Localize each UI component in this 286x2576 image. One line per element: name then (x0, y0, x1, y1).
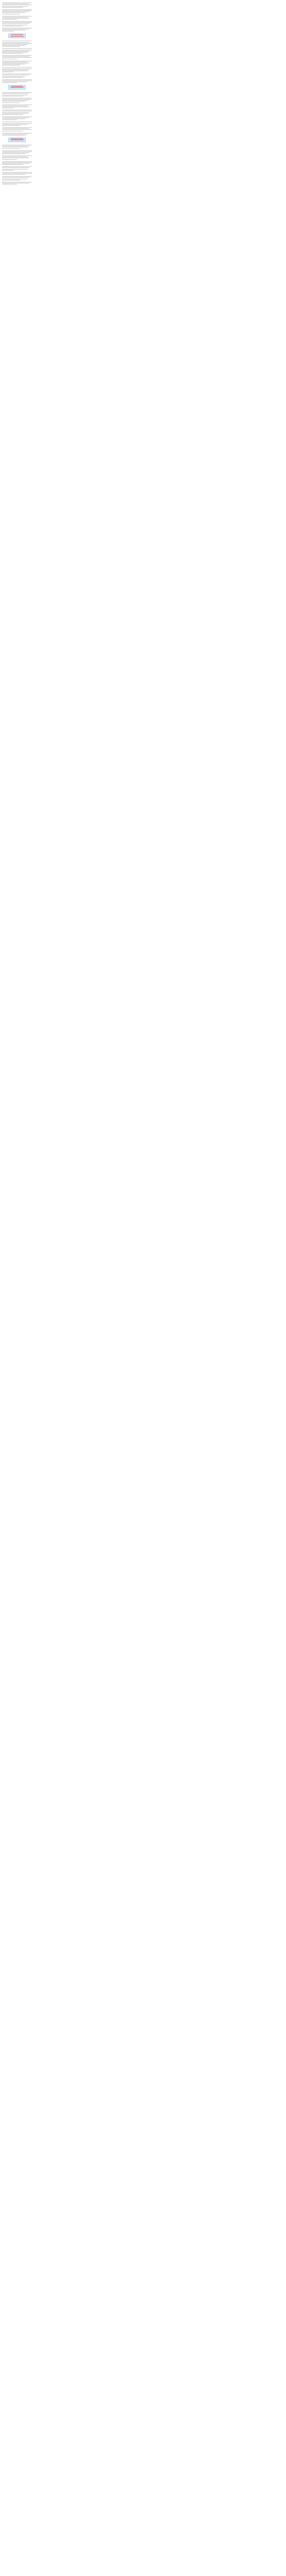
text-line (2, 163, 29, 164)
text-line (2, 52, 28, 53)
text-line (2, 56, 29, 57)
text-line (2, 166, 32, 167)
text-line (2, 12, 25, 13)
text-line (2, 53, 23, 54)
paragraph-block (2, 127, 32, 131)
paragraph-block (2, 166, 32, 171)
paragraph-block (2, 41, 32, 47)
paragraph-block (2, 48, 32, 54)
paragraph-block (2, 79, 32, 83)
text-line (2, 6, 28, 7)
text-line (2, 170, 14, 171)
text-line (2, 125, 20, 126)
section-1 (2, 33, 32, 83)
text-line (2, 93, 29, 94)
text-line (2, 169, 28, 170)
text-line (2, 152, 29, 153)
text-line (2, 79, 32, 80)
text-line (2, 159, 17, 160)
text-line (2, 82, 17, 83)
text-line (2, 176, 32, 177)
section-2 (2, 85, 32, 135)
paragraph-block (2, 61, 32, 66)
section-3-label (8, 138, 26, 142)
text-line (2, 124, 28, 125)
section-3 (2, 138, 32, 184)
paragraph-block (2, 16, 32, 20)
paragraph-block (2, 110, 32, 115)
text-line (2, 22, 32, 23)
paragraph-block (2, 21, 32, 26)
paragraph-block (2, 67, 32, 72)
paragraph-block (2, 176, 32, 180)
paragraph-block (2, 105, 32, 109)
text-line (2, 9, 32, 10)
text-line (2, 150, 32, 151)
label-line (10, 87, 23, 88)
paragraph-block (2, 98, 32, 103)
section-2-label-lines (9, 86, 25, 88)
paragraph-block (2, 161, 32, 165)
text-line (2, 112, 29, 113)
section-2-label (8, 85, 26, 90)
paragraph-block (2, 74, 32, 78)
text-line (2, 45, 25, 46)
text-line (2, 55, 32, 56)
text-line (2, 23, 29, 24)
article-page (0, 0, 34, 412)
text-line (2, 48, 32, 49)
text-line (2, 7, 23, 8)
label-line (10, 36, 24, 37)
text-line (2, 81, 28, 82)
paragraph-block (2, 133, 32, 135)
paragraph-block (2, 122, 32, 126)
paragraph-block (2, 182, 32, 184)
text-line (2, 114, 23, 115)
text-line (2, 123, 32, 124)
text-line (2, 18, 29, 19)
paragraph-block (2, 3, 32, 8)
text-line (2, 92, 32, 93)
text-line (2, 17, 28, 18)
text-line (2, 43, 32, 44)
section-1-label-lines (9, 35, 25, 36)
text-line (2, 44, 28, 45)
text-line (2, 162, 32, 163)
text-line (2, 161, 32, 162)
paragraph-block (2, 92, 32, 96)
text-line (2, 174, 25, 175)
text-line (2, 10, 32, 11)
text-line (2, 127, 32, 128)
section-3-label-lines (9, 139, 25, 140)
paragraph-block (2, 116, 32, 121)
text-line (2, 11, 29, 12)
text-line (2, 57, 32, 58)
intro-section (2, 3, 32, 31)
label-line (11, 86, 23, 87)
paragraph-block (2, 55, 32, 59)
text-line (2, 19, 17, 20)
section-1-label (8, 33, 26, 38)
paragraph-block (2, 9, 32, 14)
text-line (2, 80, 32, 81)
text-line (2, 118, 25, 119)
text-line (2, 148, 20, 149)
text-line (2, 172, 32, 173)
text-line (2, 21, 32, 22)
text-line (2, 77, 23, 78)
paragraph-block (2, 145, 32, 149)
text-line (2, 42, 29, 43)
text-line (2, 76, 25, 77)
text-line (2, 173, 32, 174)
text-line (2, 51, 29, 52)
paragraph-block (2, 150, 32, 155)
paragraph-block (2, 28, 32, 32)
text-line (2, 116, 32, 117)
text-line (2, 151, 32, 152)
text-line (2, 46, 20, 47)
text-line (2, 164, 23, 165)
text-line (2, 113, 28, 114)
paragraph-block (2, 156, 32, 160)
paragraph-block (2, 172, 32, 175)
text-line (2, 129, 32, 130)
text-line (2, 117, 29, 118)
text-line (2, 128, 29, 129)
text-line (2, 167, 29, 168)
text-line (2, 177, 29, 178)
